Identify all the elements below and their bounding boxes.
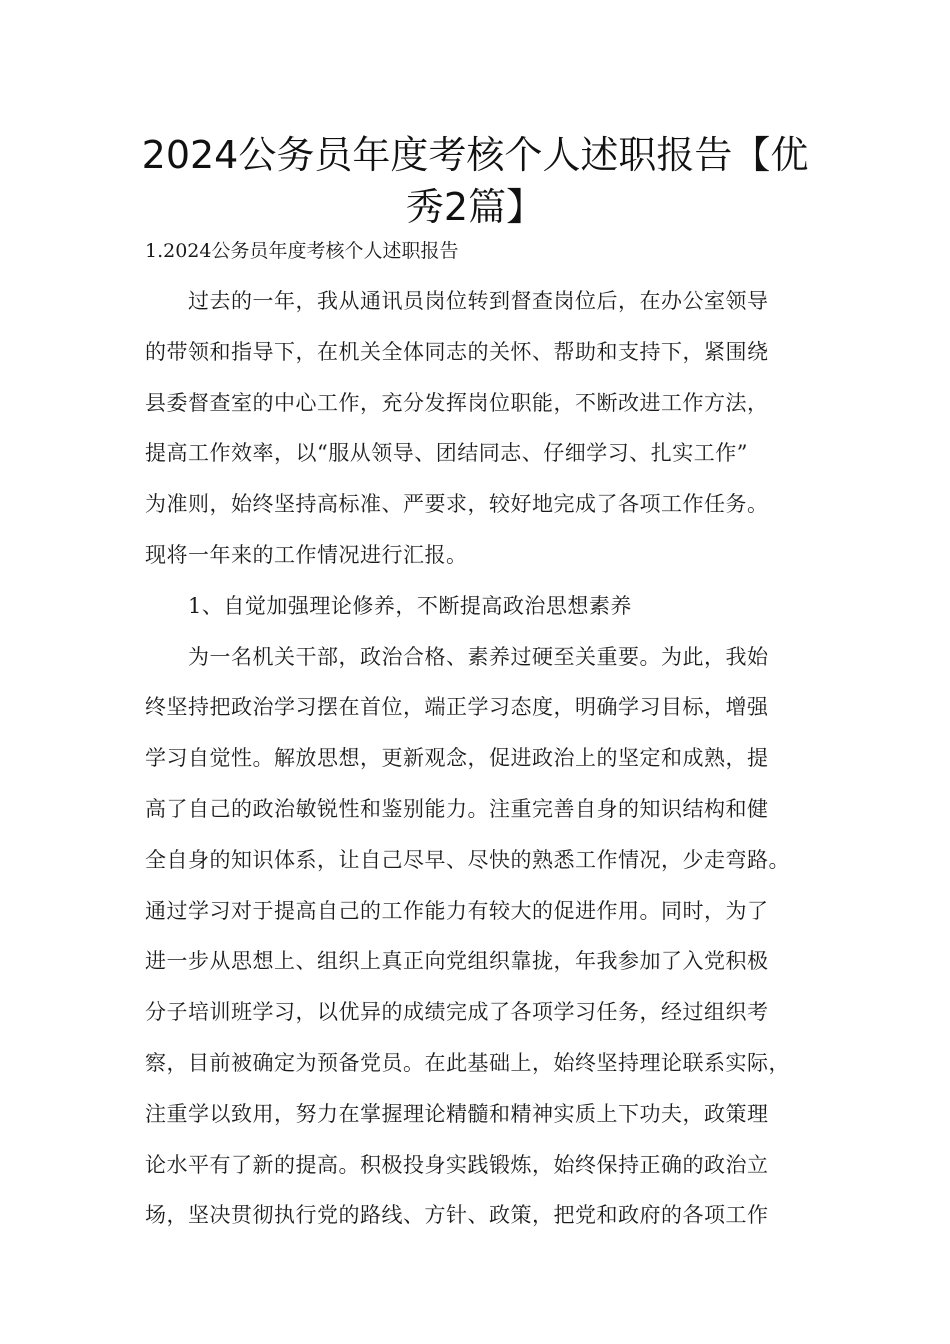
paragraph-line: 为准则，始终坚持高标准、严要求，较好地完成了各项工作任务。 — [145, 492, 769, 516]
document-title-line-1: 2024公务员年度考核个人述职报告【优 — [141, 133, 809, 177]
paragraph-line: 察，目前被确定为预备党员。在此基础上，始终坚持理论联系实际， — [145, 1051, 790, 1075]
paragraph-line: 进一步从思想上、组织上真正向党组织靠拢，年我参加了入党积极 — [145, 949, 769, 973]
paragraph-line: 过去的一年，我从通讯员岗位转到督查岗位后，在办公室领导 — [188, 289, 769, 313]
paragraph-line: 注重学以致用，努力在掌握理论精髓和精神实质上下功夫，政策理 — [145, 1102, 769, 1126]
paragraph-line: 现将一年来的工作情况进行汇报。 — [145, 543, 468, 567]
paragraph-line: 终坚持把政治学习摆在首位，端正学习态度，明确学习目标，增强 — [145, 695, 769, 719]
paragraph-line: 论水平有了新的提高。积极投身实践锻炼，始终保持正确的政治立 — [145, 1153, 769, 1177]
paragraph-line: 的带领和指导下，在机关全体同志的关怀、帮助和支持下，紧围绕 — [145, 340, 769, 364]
paragraph-line: 为一名机关干部，政治合格、素养过硬至关重要。为此，我始 — [188, 645, 769, 669]
paragraph-line: 通过学习对于提高自己的工作能力有较大的促进作用。同时，为了 — [145, 899, 769, 923]
section-heading: 1.2024公务员年度考核个人述职报告 — [145, 240, 459, 262]
document-title-line-2: 秀2篇】 — [405, 185, 545, 229]
section-subheading: 1、自觉加强理论修养，不断提高政治思想素养 — [188, 594, 632, 618]
paragraph-line: 全自身的知识体系，让自己尽早、尽快的熟悉工作情况，少走弯路。 — [145, 848, 790, 872]
paragraph-line: 提高工作效率，以“服从领导、团结同志、仔细学习、扎实工作” — [145, 441, 748, 465]
paragraph-line: 学习自觉性。解放思想，更新观念，促进政治上的坚定和成熟，提 — [145, 746, 769, 770]
paragraph-line: 高了自己的政治敏锐性和鉴别能力。注重完善自身的知识结构和健 — [145, 797, 769, 821]
paragraph-line: 分子培训班学习，以优异的成绩完成了各项学习任务，经过组织考 — [145, 1000, 769, 1024]
paragraph-line: 县委督查室的中心工作，充分发挥岗位职能，不断改进工作方法， — [145, 391, 769, 415]
paragraph-line: 场，坚决贯彻执行党的路线、方针、政策，把党和政府的各项工作 — [145, 1203, 769, 1227]
